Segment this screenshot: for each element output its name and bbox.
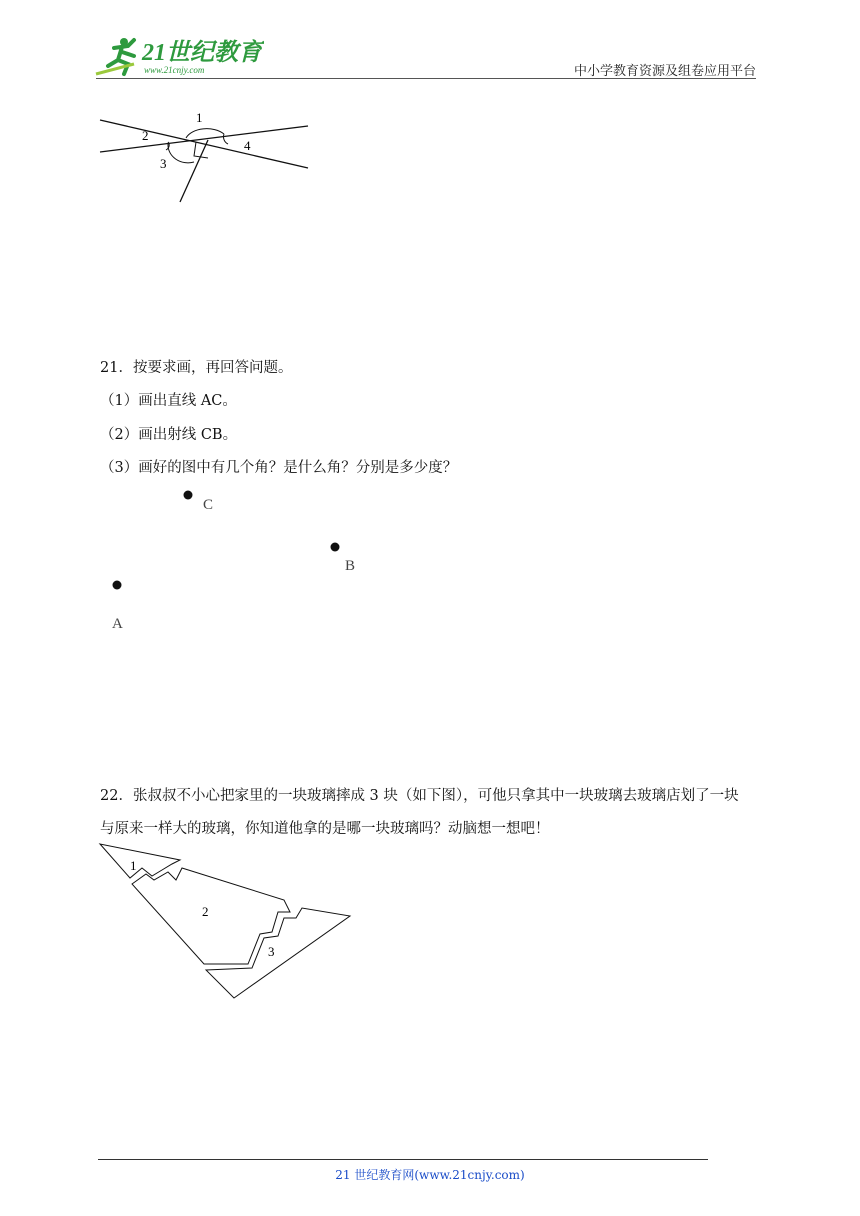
glass-label-1: 1	[130, 858, 137, 873]
glass-label-3: 3	[268, 944, 275, 959]
point-a-dot	[113, 581, 122, 590]
point-b-dot	[331, 543, 340, 552]
ray-c	[180, 140, 208, 202]
angle-label-3: 3	[160, 156, 167, 171]
glass-pieces-figure	[96, 838, 358, 1002]
point-a-label: A	[112, 616, 123, 632]
angle-label-2: 2	[142, 128, 149, 143]
point-b-label: B	[345, 558, 356, 574]
glass-piece-2	[132, 868, 290, 964]
glass-piece-3	[206, 908, 350, 998]
logo-url: www.21cnjy.com	[144, 65, 205, 75]
q21-part-3: （3）画好的图中有几个角？是什么角？分别是多少度？	[100, 460, 458, 476]
footer-divider	[98, 1159, 708, 1160]
angles-figure	[96, 104, 316, 208]
site-logo	[94, 34, 264, 78]
logo-title: 21世纪教育	[142, 40, 262, 66]
q21-title: 21．按要求画，再回答问题。	[100, 360, 293, 376]
arc-3	[168, 144, 194, 163]
angle-label-1: 1	[196, 110, 203, 125]
point-c-label: C	[203, 497, 214, 513]
glass-label-2: 2	[202, 904, 209, 919]
q22-line-2: 与原来一样大的玻璃，你知道他拿的是哪一块玻璃吗？动脑想一想吧！	[100, 821, 550, 837]
line-a	[100, 120, 308, 168]
glass-piece-1	[100, 844, 180, 878]
q21-part-2: （2）画出射线 CB。	[100, 427, 238, 443]
header-platform-text: 中小学教育资源及组卷应用平台	[573, 64, 756, 79]
runner-icon	[96, 38, 134, 74]
header-divider	[96, 78, 756, 79]
point-c-dot	[184, 491, 193, 500]
q22-line-1: 22．张叔叔不小心把家里的一块玻璃摔成 3 块（如下图），可他只拿其中一块玻璃去玻璃店划了一块	[100, 788, 739, 804]
footer-link[interactable]: 21 世纪教育网(www.21cnjy.com)	[335, 1168, 525, 1182]
q21-part-1: （1）画出直线 AC。	[100, 393, 237, 409]
points-figure	[100, 484, 380, 634]
angle-label-4: 4	[244, 138, 251, 153]
